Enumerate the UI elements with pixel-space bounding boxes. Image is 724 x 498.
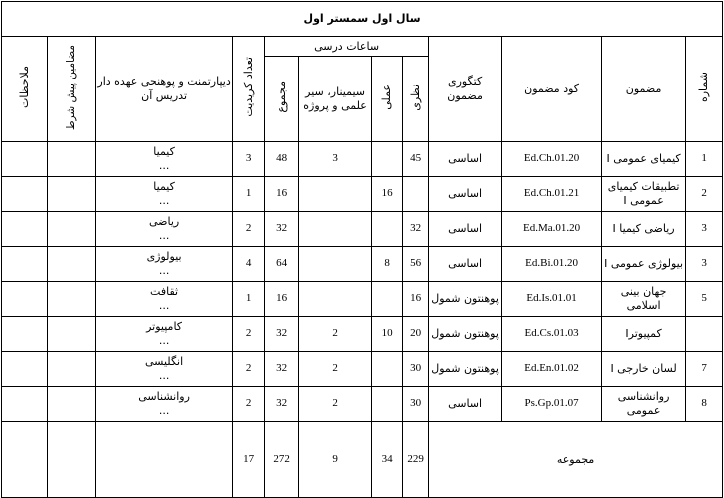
totals-theory: 229 bbox=[403, 422, 429, 498]
notes-cell bbox=[2, 317, 48, 352]
subject-cell: جهان بینی اسلامی bbox=[602, 282, 686, 317]
seminar-cell: 2 bbox=[299, 387, 372, 422]
total-cell: 64 bbox=[265, 247, 299, 282]
prereq-cell bbox=[48, 177, 96, 212]
seminar-cell: 3 bbox=[299, 142, 372, 177]
total-cell: 32 bbox=[265, 317, 299, 352]
theory-cell: 20 bbox=[403, 317, 429, 352]
total-cell: 32 bbox=[265, 387, 299, 422]
department-name: ریاضی bbox=[148, 215, 180, 229]
department-ellipsis: ... bbox=[158, 299, 170, 312]
row-number bbox=[686, 317, 723, 352]
subject-cell: کمپیوترI bbox=[602, 317, 686, 352]
code-cell: Ps.Gp.01.07 bbox=[502, 387, 602, 422]
theory-cell: 16 bbox=[403, 282, 429, 317]
theory-cell: 30 bbox=[403, 352, 429, 387]
totals-practical: 34 bbox=[372, 422, 403, 498]
credits-cell: 2 bbox=[233, 317, 265, 352]
totals-seminar: 9 bbox=[299, 422, 372, 498]
code-cell: Ed.Is.01.01 bbox=[502, 282, 602, 317]
department-name: کیمیا bbox=[153, 145, 175, 159]
header-subject: مضمون bbox=[602, 37, 686, 142]
code-cell: Ed.Bi.01.20 bbox=[502, 247, 602, 282]
header-prereq: مضامین پیش شرط bbox=[48, 37, 96, 142]
page-title: سال اول سمستر اول bbox=[2, 2, 723, 37]
table-row bbox=[2, 142, 723, 177]
practical-cell bbox=[372, 282, 403, 317]
header-total: مجموع bbox=[265, 57, 299, 142]
department-cell bbox=[96, 352, 233, 387]
notes-cell bbox=[2, 177, 48, 212]
practical-cell: 8 bbox=[372, 247, 403, 282]
department-name: ثقافت bbox=[150, 285, 179, 299]
header-category: کتگوری مضمون bbox=[429, 37, 502, 142]
category-cell: اساسی bbox=[429, 142, 502, 177]
code-cell: Ed.Cs.01.03 bbox=[502, 317, 602, 352]
prereq-cell bbox=[48, 282, 96, 317]
totals-notes bbox=[2, 422, 48, 498]
department-name: بیولوژی bbox=[146, 250, 182, 264]
category-cell: اساسی bbox=[429, 177, 502, 212]
prereq-cell bbox=[48, 142, 96, 177]
category-cell: اساسی bbox=[429, 387, 502, 422]
practical-cell: 10 bbox=[372, 317, 403, 352]
row-number: 5 bbox=[686, 282, 723, 317]
row-number: 7 bbox=[686, 352, 723, 387]
table-row bbox=[2, 352, 723, 387]
table-row bbox=[2, 177, 723, 212]
department-cell bbox=[96, 317, 233, 352]
practical-cell: 16 bbox=[372, 177, 403, 212]
total-cell: 32 bbox=[265, 352, 299, 387]
category-cell: پوهنتون شمول bbox=[429, 352, 502, 387]
header-hours: ساعات درسی bbox=[265, 37, 429, 57]
department-name: روانشناسی bbox=[138, 390, 190, 404]
total-cell: 48 bbox=[265, 142, 299, 177]
theory-cell: 32 bbox=[403, 212, 429, 247]
header-notes: ملاحظات bbox=[2, 37, 48, 142]
row-number: 3 bbox=[686, 247, 723, 282]
department-name: کامپیوتر bbox=[146, 320, 183, 334]
category-cell: اساسی bbox=[429, 212, 502, 247]
table-row bbox=[2, 282, 723, 317]
notes-cell bbox=[2, 142, 48, 177]
notes-cell bbox=[2, 282, 48, 317]
row-number: 8 bbox=[686, 387, 723, 422]
credits-cell: 2 bbox=[233, 352, 265, 387]
credits-cell: 1 bbox=[233, 282, 265, 317]
totals-total: 272 bbox=[265, 422, 299, 498]
prereq-cell bbox=[48, 387, 96, 422]
department-name: کیمیا bbox=[153, 180, 175, 194]
code-cell: Ed.Ch.01.20 bbox=[502, 142, 602, 177]
department-cell bbox=[96, 212, 233, 247]
totals-department bbox=[96, 422, 233, 498]
prereq-cell bbox=[48, 317, 96, 352]
totals-prereq bbox=[48, 422, 96, 498]
row-number: 2 bbox=[686, 177, 723, 212]
department-ellipsis: ... bbox=[158, 159, 170, 172]
header-seminar: سیمینار، سیر علمی و پروژه bbox=[299, 57, 372, 142]
subject-cell: تطبیقات کیمیای عمومی I bbox=[602, 177, 686, 212]
credits-cell: 3 bbox=[233, 142, 265, 177]
seminar-cell bbox=[299, 177, 372, 212]
category-cell: اساسی bbox=[429, 247, 502, 282]
credits-cell: 2 bbox=[233, 212, 265, 247]
totals-label: مجموعه bbox=[429, 422, 723, 498]
table-row bbox=[2, 317, 723, 352]
seminar-cell bbox=[299, 282, 372, 317]
department-cell bbox=[96, 247, 233, 282]
department-ellipsis: ... bbox=[158, 369, 170, 382]
seminar-cell: 2 bbox=[299, 352, 372, 387]
department-ellipsis: ... bbox=[158, 229, 170, 242]
theory-cell: 45 bbox=[403, 142, 429, 177]
header-practical: عملی bbox=[372, 57, 403, 142]
header-department: دیپارتمنت و پوهنحی عهده دار تدریس آن bbox=[96, 37, 233, 142]
header-code: کود مضمون bbox=[502, 37, 602, 142]
subject-cell: ریاضی کیمیا I bbox=[602, 212, 686, 247]
credits-cell: 4 bbox=[233, 247, 265, 282]
total-cell: 16 bbox=[265, 177, 299, 212]
notes-cell bbox=[2, 352, 48, 387]
theory-cell bbox=[403, 177, 429, 212]
department-ellipsis: ... bbox=[158, 264, 170, 277]
table-row bbox=[2, 387, 723, 422]
notes-cell bbox=[2, 247, 48, 282]
code-cell: Ed.Ma.01.20 bbox=[502, 212, 602, 247]
department-cell bbox=[96, 282, 233, 317]
department-cell bbox=[96, 387, 233, 422]
subject-cell: کیمیای عمومی I bbox=[602, 142, 686, 177]
department-cell bbox=[96, 177, 233, 212]
theory-cell: 30 bbox=[403, 387, 429, 422]
department-ellipsis: ... bbox=[158, 404, 170, 417]
code-cell: Ed.Ch.01.21 bbox=[502, 177, 602, 212]
category-cell: پوهنتون شمول bbox=[429, 282, 502, 317]
notes-cell bbox=[2, 387, 48, 422]
subject-cell: لسان خارجی I bbox=[602, 352, 686, 387]
seminar-cell: 2 bbox=[299, 317, 372, 352]
total-cell: 32 bbox=[265, 212, 299, 247]
curriculum-table bbox=[1, 1, 723, 498]
seminar-cell bbox=[299, 212, 372, 247]
totals-credits: 17 bbox=[233, 422, 265, 498]
seminar-cell bbox=[299, 247, 372, 282]
prereq-cell bbox=[48, 247, 96, 282]
table-row bbox=[2, 212, 723, 247]
credits-cell: 1 bbox=[233, 177, 265, 212]
department-ellipsis: ... bbox=[158, 194, 170, 207]
header-theory: نظری bbox=[403, 57, 429, 142]
subject-cell: بیولوژی عمومی I bbox=[602, 247, 686, 282]
department-name: انگلیسی bbox=[145, 355, 184, 369]
row-number: 3 bbox=[686, 212, 723, 247]
prereq-cell bbox=[48, 212, 96, 247]
department-cell bbox=[96, 142, 233, 177]
header-credits: تعداد کریدیت bbox=[233, 37, 265, 142]
prereq-cell bbox=[48, 352, 96, 387]
code-cell: Ed.En.01.02 bbox=[502, 352, 602, 387]
category-cell: پوهنتون شمول bbox=[429, 317, 502, 352]
row-number: 1 bbox=[686, 142, 723, 177]
practical-cell bbox=[372, 142, 403, 177]
subject-cell: روانشناسی عمومی bbox=[602, 387, 686, 422]
credits-cell: 2 bbox=[233, 387, 265, 422]
table-row bbox=[2, 247, 723, 282]
total-cell: 16 bbox=[265, 282, 299, 317]
notes-cell bbox=[2, 212, 48, 247]
theory-cell: 56 bbox=[403, 247, 429, 282]
practical-cell bbox=[372, 352, 403, 387]
practical-cell bbox=[372, 212, 403, 247]
header-row-no: شماره bbox=[686, 37, 723, 142]
practical-cell bbox=[372, 387, 403, 422]
department-ellipsis: ... bbox=[158, 334, 170, 347]
